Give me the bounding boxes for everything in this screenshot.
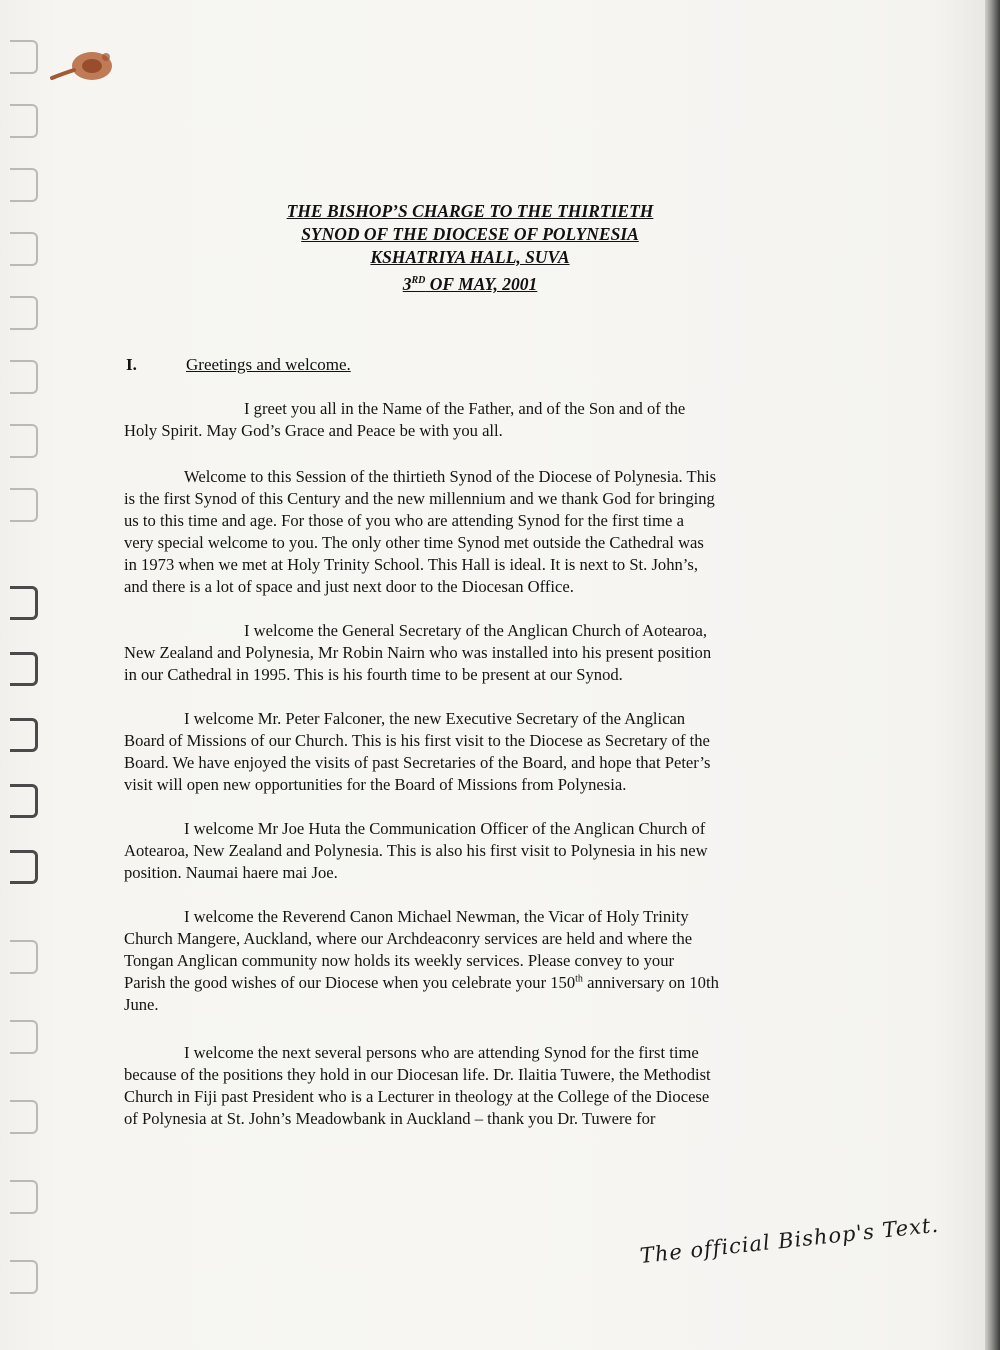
paragraph-line: I welcome Mr. Peter Falconer, the new Executive Secretary of the Anglican — [184, 709, 686, 728]
paragraph-line: Board of Missions of our Church. This is his first visit to the Diocese as Secretary of the — [124, 731, 710, 750]
paragraph-joe-huta — [124, 818, 839, 884]
heading-line-4 — [0, 270, 940, 295]
binding-ring — [10, 940, 38, 974]
paragraph-first-time-attendees — [124, 1042, 839, 1130]
paragraph-line: Church in Fiji past President who is a Lecturer in theology at the College of the Diocese — [124, 1087, 710, 1106]
paragraph-line-part: anniversary on 10th — [582, 973, 719, 992]
binding-ring — [10, 296, 38, 330]
binding-ring — [10, 488, 38, 522]
paragraph-greeting — [124, 398, 839, 442]
paragraph-line: us to this time and age. For those of you who are attending Synod for the first time a — [124, 511, 684, 530]
heading-line-1: THE BISHOP’S CHARGE TO THE THIRTIETH — [286, 201, 654, 221]
binding-ring — [10, 104, 38, 138]
paragraph-michael-newman — [124, 906, 839, 1016]
binding-ring — [10, 1180, 38, 1214]
paragraph-line: and there is a lot of space and just next door to the Diocesan Office. — [124, 577, 574, 596]
paragraph-line: June. — [124, 995, 159, 1014]
heading-date-rest: OF MAY, 2001 — [425, 273, 538, 294]
paragraph-line-part: Parish the good wishes of our Diocese when you celebrate your 150 — [124, 973, 576, 992]
paragraph-line: New Zealand and Polynesia, Mr Robin Nairn who was installed into his present position — [124, 643, 712, 662]
paragraph-line: of Polynesia at St. John’s Meadowbank in Auckland – thank you Dr. Tuwere for — [124, 1109, 656, 1128]
heading-line-3: KSHATRIYA HALL, SUVA — [370, 247, 570, 267]
binding-ring — [10, 360, 38, 394]
binding-ring — [10, 40, 38, 74]
paragraph-line: in our Cathedral in 1995. This is his fourth time to be present at our Synod. — [124, 665, 623, 684]
binding-ring — [10, 718, 38, 752]
page-edge-shadow — [985, 0, 1000, 1350]
paragraph-line: I welcome the Reverend Canon Michael Newman, the Vicar of Holy Trinity — [184, 907, 689, 926]
binding-ring — [10, 784, 38, 818]
paragraph-line: I welcome Mr Joe Huta the Communication Officer of the Anglican Church of — [184, 819, 706, 838]
binding-ring — [10, 1020, 38, 1054]
paragraph-line: because of the positions they hold in our Diocesan life. Dr. Ilaitia Tuwere, the Methodist — [124, 1065, 711, 1084]
paragraph-welcome-session — [124, 466, 839, 598]
binding-ring — [10, 850, 38, 884]
heading-line-2: SYNOD OF THE DIOCESE OF POLYNESIA — [301, 224, 639, 244]
paragraph-line: Welcome to this Session of the thirtieth Synod of the Diocese of Polynesia. This — [184, 467, 717, 486]
paragraph-line: Board. We have enjoyed the visits of past Secretaries of the Board, and hope that Peter’s — [124, 753, 711, 772]
section-title: Greetings and welcome. — [186, 355, 351, 374]
handwritten-annotation: The official Bishop's Text. — [638, 1212, 941, 1268]
paragraph-line: position. Naumai haere mai Joe. — [124, 863, 338, 882]
paragraph-line: visit will open new opportunities for the Board of Missions from Polynesia. — [124, 775, 627, 794]
paragraph-general-secretary — [124, 620, 839, 686]
paragraph-line: Church Mangere, Auckland, where our Archdeaconry services are held and where the — [124, 929, 693, 948]
binding-ring — [10, 168, 38, 202]
binding-ring — [10, 1260, 38, 1294]
paragraph-line: I greet you all in the Name of the Father, and of the Son and of the — [244, 399, 686, 418]
paragraph-line: is the first Synod of this Century and the new millennium and we thank God for bringing — [124, 489, 715, 508]
paragraph-peter-falconer — [124, 708, 839, 796]
binding-ring — [10, 652, 38, 686]
section-number: I. — [126, 355, 137, 374]
binding-ring — [10, 424, 38, 458]
paragraph-line: Aotearoa, New Zealand and Polynesia. This is also his first visit to Polynesia in his new — [124, 841, 708, 860]
binding-ring — [10, 586, 38, 620]
heading-date-number: 3 — [402, 273, 412, 294]
paragraph-line: Holy Spirit. May God’s Grace and Peace be with you all. — [124, 421, 503, 440]
paragraph-line: Tongan Anglican community now holds its weekly services. Please convey to your — [124, 951, 675, 970]
paragraph-line: in 1973 when we met at Holy Trinity School. This Hall is ideal. It is next to St. John’s, — [124, 555, 699, 574]
ordinal-suffix: th — [575, 973, 583, 985]
paragraph-line — [124, 972, 839, 994]
paragraph-line: very special welcome to you. The only other time Synod met outside the Cathedral was — [124, 533, 704, 552]
paragraph-line: I welcome the General Secretary of the Anglican Church of Aotearoa, — [244, 621, 708, 640]
heading-date-suffix: RD — [411, 275, 426, 286]
paragraph-line: I welcome the next several persons who are attending Synod for the first time — [184, 1043, 699, 1062]
binding-ring — [10, 1100, 38, 1134]
rust-stain — [48, 48, 126, 90]
